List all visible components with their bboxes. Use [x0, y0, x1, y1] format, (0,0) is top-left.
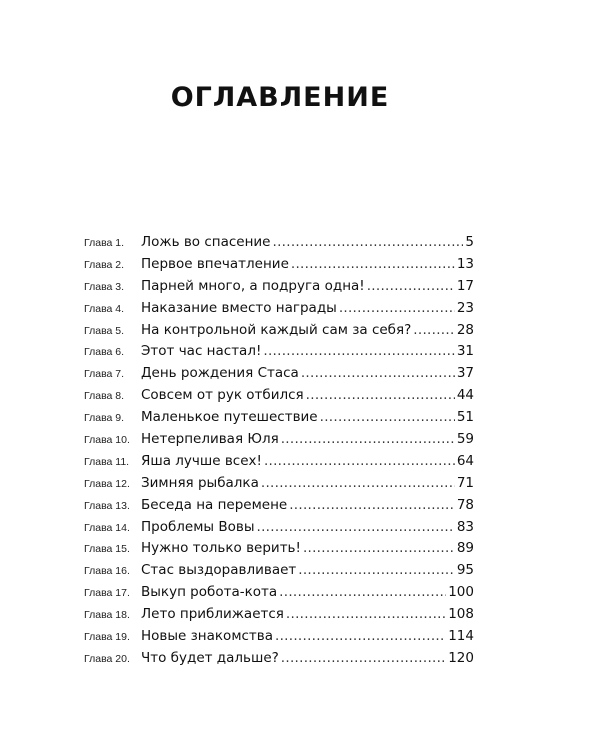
toc-row[interactable] [84, 407, 474, 429]
page-number: 71 [456, 474, 474, 491]
chapter-title: Беседа на перемене [141, 496, 288, 513]
chapter-label: Глава 15. [84, 543, 130, 556]
page-title: ОГЛАВЛЕНИЕ [170, 82, 390, 113]
dot-leader [263, 341, 454, 363]
chapter-title: Новые знакомства [141, 628, 274, 645]
chapter-title: Яша лучше всех! [141, 452, 262, 469]
chapter-title: Выкуп робота-кота [141, 584, 278, 601]
page-number: 108 [448, 606, 474, 623]
toc-row[interactable] [84, 604, 474, 626]
page-number: 120 [448, 649, 474, 666]
chapter-label: Глава 9. [84, 412, 125, 425]
toc-row[interactable] [84, 626, 474, 648]
chapter-title: На контрольной каждый сам за себя? [141, 321, 412, 338]
toc-row[interactable] [84, 363, 474, 385]
dot-leader [339, 298, 455, 320]
toc-row[interactable] [84, 429, 474, 451]
toc-row[interactable] [84, 473, 474, 495]
toc-row[interactable] [84, 276, 474, 298]
chapter-title: Парней много, а подруга одна! [141, 277, 365, 294]
dot-leader [281, 648, 446, 670]
dot-leader [413, 320, 455, 342]
toc-row[interactable] [84, 320, 474, 342]
dot-leader [291, 254, 455, 276]
toc-row[interactable] [84, 582, 474, 604]
dot-leader [275, 626, 446, 648]
chapter-label: Глава 5. [84, 324, 125, 337]
toc-row[interactable] [84, 517, 474, 539]
chapter-title: Совсем от рук отбился [141, 387, 304, 404]
toc-row[interactable] [84, 385, 474, 407]
chapter-title: Проблемы Вовы [141, 518, 255, 535]
chapter-label: Глава 8. [84, 390, 125, 403]
chapter-title: Этот час настал! [141, 343, 262, 360]
page-number: 31 [456, 343, 474, 360]
page-number: 95 [456, 562, 474, 579]
dot-leader [279, 582, 446, 604]
toc-row[interactable] [84, 560, 474, 582]
chapter-label: Глава 10. [84, 434, 130, 447]
chapter-label: Глава 19. [84, 631, 130, 644]
dot-leader [367, 276, 455, 298]
chapter-label: Глава 3. [84, 280, 125, 293]
chapter-label: Глава 12. [84, 477, 130, 490]
chapter-label: Глава 2. [84, 258, 125, 271]
page-number: 28 [456, 321, 474, 338]
toc-row[interactable] [84, 254, 474, 276]
dot-leader [301, 363, 455, 385]
page-number: 13 [456, 255, 474, 272]
toc-row[interactable] [84, 232, 474, 254]
chapter-title: Нетерпеливая Юля [141, 431, 279, 448]
chapter-label: Глава 11. [84, 455, 130, 468]
toc-row[interactable] [84, 538, 474, 560]
dot-leader [286, 604, 446, 626]
dot-leader [272, 232, 463, 254]
dot-leader [303, 538, 455, 560]
chapter-title: Стас выздоравливает [141, 562, 297, 579]
chapter-label: Глава 20. [84, 652, 130, 665]
toc-row[interactable] [84, 341, 474, 363]
table-of-contents [84, 232, 474, 670]
page-number: 23 [456, 299, 474, 316]
page-number: 17 [456, 277, 474, 294]
chapter-label: Глава 1. [84, 237, 125, 249]
chapter-label: Глава 4. [84, 302, 125, 315]
chapter-title: Нужно только верить! [141, 540, 301, 557]
chapter-title: День рождения Стаса [141, 365, 299, 382]
chapter-label: Глава 16. [84, 565, 130, 578]
page-number: 44 [456, 387, 474, 404]
dot-leader [281, 429, 455, 451]
page-number: 59 [456, 431, 474, 448]
chapter-title: Ложь во спасение [141, 234, 271, 250]
dot-leader [257, 517, 455, 539]
toc-row[interactable] [84, 648, 474, 670]
page-number: 51 [456, 409, 474, 426]
dot-leader [264, 451, 455, 473]
dot-leader [289, 495, 455, 517]
dot-leader [320, 407, 455, 429]
dot-leader [261, 473, 455, 495]
chapter-title: Зимняя рыбалка [141, 474, 259, 491]
chapter-label: Глава 13. [84, 499, 130, 512]
chapter-label: Глава 7. [84, 368, 125, 381]
chapter-title: Наказание вместо награды [141, 299, 337, 316]
toc-row[interactable] [84, 495, 474, 517]
dot-leader [306, 385, 455, 407]
chapter-title: Лето приближается [141, 606, 284, 623]
page-number: 114 [448, 628, 474, 645]
chapter-title: Что будет дальше? [141, 649, 279, 666]
chapter-title: Маленькое путешествие [141, 409, 318, 426]
toc-row[interactable] [84, 298, 474, 320]
page-number: 64 [456, 452, 474, 469]
page-number: 89 [456, 540, 474, 557]
page-number: 83 [456, 518, 474, 535]
dot-leader [298, 560, 455, 582]
toc-row[interactable] [84, 451, 474, 473]
page-number: 5 [465, 234, 474, 250]
page-number: 78 [456, 496, 474, 513]
page-number: 37 [456, 365, 474, 382]
chapter-label: Глава 14. [84, 521, 130, 534]
chapter-label: Глава 17. [84, 587, 130, 600]
chapter-label: Глава 18. [84, 609, 130, 622]
chapter-title: Первое впечатление [141, 255, 289, 272]
page-number: 100 [448, 584, 474, 601]
chapter-label: Глава 6. [84, 346, 125, 359]
